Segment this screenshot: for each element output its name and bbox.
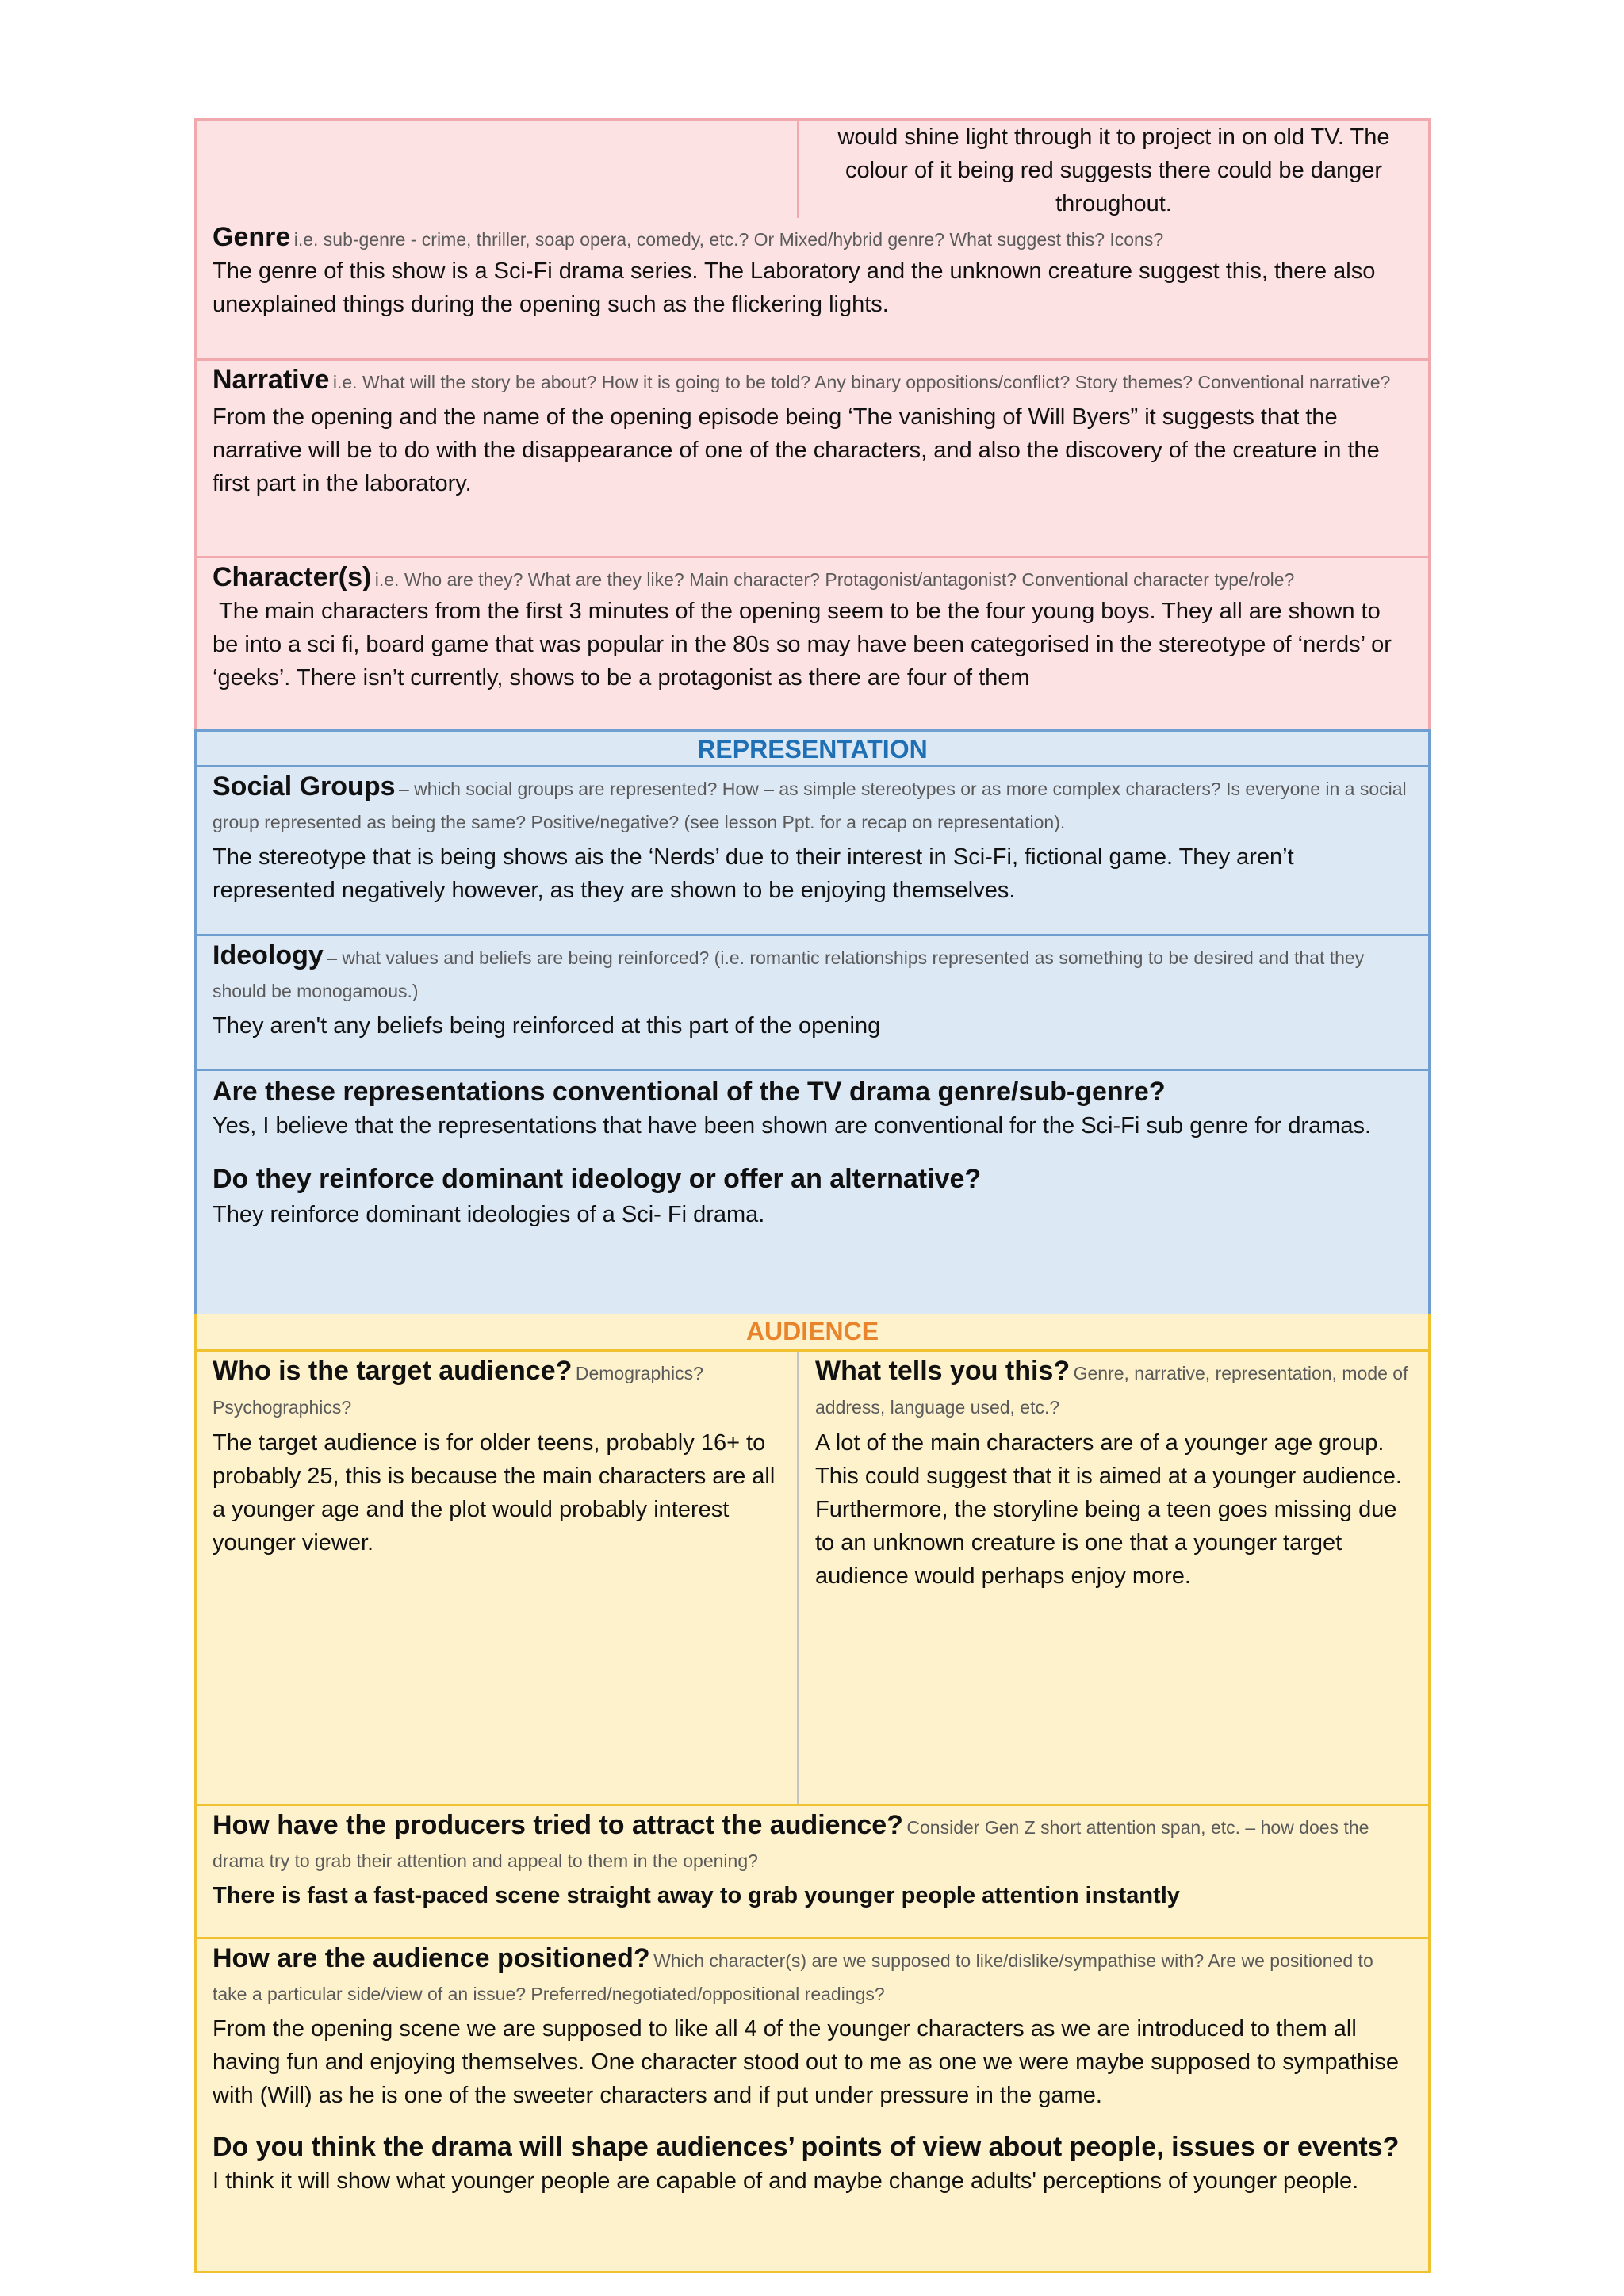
target-hint: Demographics? Psychographics? xyxy=(213,1363,703,1418)
attract-section xyxy=(194,1804,1431,1939)
ideology-hint: – what values and beliefs are being reinforced? (i.e. romantic relationships represented as something to be desired and that they should be monogamous.) xyxy=(213,947,1365,1001)
social-groups-answer: The stereotype that is being shows ais the ‘Nerds’ due to their interest in Sci-Fi, fictional game. They aren’t represented negatively however, as they are shown to be enjoying themselves. xyxy=(213,844,1294,903)
tells-hint: Genre, narrative, representation, mode of address, language used, etc.? xyxy=(815,1363,1408,1418)
representation-band xyxy=(194,729,1431,767)
narrative-cell xyxy=(197,361,1428,507)
genre-heading: Genre xyxy=(213,222,291,252)
conventions-cell xyxy=(197,1071,1428,1238)
narrative-heading: Narrative xyxy=(213,365,330,395)
dominant-question: Do they reinforce dominant ideology or offer an alternative? xyxy=(213,1164,982,1194)
target-cell xyxy=(197,1352,797,1566)
dominant-answer: They reinforce dominant ideologies of a Sci- Fi drama. xyxy=(213,1202,765,1227)
target-audience-section xyxy=(194,1349,1431,1806)
top-row-right-cell xyxy=(799,121,1428,227)
social-groups-heading: Social Groups xyxy=(213,771,396,802)
social-groups-cell xyxy=(197,767,1428,913)
shape-question: Do you think the drama will shape audiences’ points of view about people, issues or events? xyxy=(213,2132,1400,2162)
characters-heading: Character(s) xyxy=(213,562,372,592)
conventions-section xyxy=(194,1069,1431,1316)
conventional-question: Are these representations conventional of the TV drama genre/sub-genre? xyxy=(213,1077,1166,1107)
shape-answer: I think it will show what younger people are capable of and maybe change adults' perceptions of younger people. xyxy=(213,2168,1359,2194)
audience-title: AUDIENCE xyxy=(745,1317,879,1345)
genre-hint: i.e. sub-genre - crime, thriller, soap opera, comedy, etc.? Or Mixed/hybrid genre? What suggest this? Icons? xyxy=(293,229,1164,250)
target-heading: Who is the target audience? xyxy=(213,1356,573,1386)
conventional-answer: Yes, I believe that the representations that have been shown are conventional for the Sci-Fi sub genre for dramas. xyxy=(213,1113,1372,1138)
genre-answer: The genre of this show is a Sci-Fi drama series. The Laboratory and the unknown creature suggest this, there also unexplained things during the opening such as the flickering lights. xyxy=(213,258,1376,317)
top-row-right-text: would shine light through it to project in on old TV. The colour of it being red suggests there could be danger throughout. xyxy=(837,124,1390,216)
attract-hint: Consider Gen Z short attention span, etc. – how does the drama try to grab their attention and appeal to them in the opening? xyxy=(213,1817,1369,1871)
narrative-answer: From the opening and the name of the opening episode being ‘The vanishing of Will Byers” it suggests that the narrative will be to do with the disappearance of one of the characters, and also the discovery of the creature in the first part in the laboratory. xyxy=(213,404,1380,496)
attract-heading: How have the producers tried to attract the audience? xyxy=(213,1810,903,1840)
characters-hint: i.e. Who are they? What are they like? Main character? Protagonist/antagonist? Conventional character type/role? xyxy=(374,569,1295,590)
ideology-section xyxy=(194,934,1431,1071)
tells-heading: What tells you this? xyxy=(815,1356,1071,1386)
ideology-heading: Ideology xyxy=(213,940,324,970)
target-answer: The target audience is for older teens, probably 16+ to probably 25, this is because the main characters are all a younger age and the plot would probably interest younger viewer. xyxy=(213,1430,776,1556)
tells-cell xyxy=(799,1352,1428,1599)
top-row xyxy=(194,118,1431,220)
social-groups-section xyxy=(194,765,1431,936)
attract-answer: There is fast a fast-paced scene straight away to grab younger people attention instantly xyxy=(213,1883,1180,1908)
genre-section xyxy=(194,218,1431,361)
positioned-answer: From the opening scene we are supposed to like all 4 of the younger characters as we are introduced to them all having fun and enjoying themselves. One character stood out to me as one we were maybe supposed to sympathise with (Will) as he is one of the sweeter characters and if put under pressure in the game. xyxy=(213,2016,1399,2108)
characters-cell xyxy=(197,558,1428,701)
positioned-heading: How are the audience positioned? xyxy=(213,1943,650,1973)
social-groups-hint: – which social groups are represented? How – as simple stereotypes or as more complex characters? Is everyone in a social group represented as being the same? Positive/negative? (see lesson Ppt. for a recap on representation). xyxy=(213,779,1407,832)
positioned-hint: Which character(s) are we supposed to like/dislike/sympathise with? Are we positioned to take a particular side/view of an issue? Preferred/negotiated/oppositional readings? xyxy=(213,1950,1373,2004)
audience-band xyxy=(194,1314,1431,1352)
attract-cell xyxy=(197,1806,1428,1919)
tells-answer: A lot of the main characters are of a younger age group. This could suggest that it is aimed at a younger audience. Furthermore, the storyline being a teen goes missing due to an unknown creature is one that a younger target audience would perhaps enjoy more. xyxy=(815,1430,1402,1589)
ideology-answer: They aren't any beliefs being reinforced at this part of the opening xyxy=(213,1013,881,1039)
characters-answer: The main characters from the first 3 minutes of the opening seem to be the four young boys. They all are shown to be into a sci fi, board game that was popular in the 80s so may have been categorised in the stereotype of ‘nerds’ or ‘geeks’. There isn’t currently, shows to be a protagonist as there are four of them xyxy=(213,599,1392,691)
narrative-section xyxy=(194,358,1431,558)
genre-cell xyxy=(197,218,1428,327)
positioned-section xyxy=(194,1937,1431,2273)
characters-section xyxy=(194,556,1431,732)
representation-title: REPRESENTATION xyxy=(697,735,928,763)
narrative-hint: i.e. What will the story be about? How it is going to be told? Any binary oppositions/conflict? Story themes? Conventional narrative? xyxy=(332,372,1391,392)
positioned-cell xyxy=(197,1939,1428,2204)
ideology-cell xyxy=(197,936,1428,1049)
